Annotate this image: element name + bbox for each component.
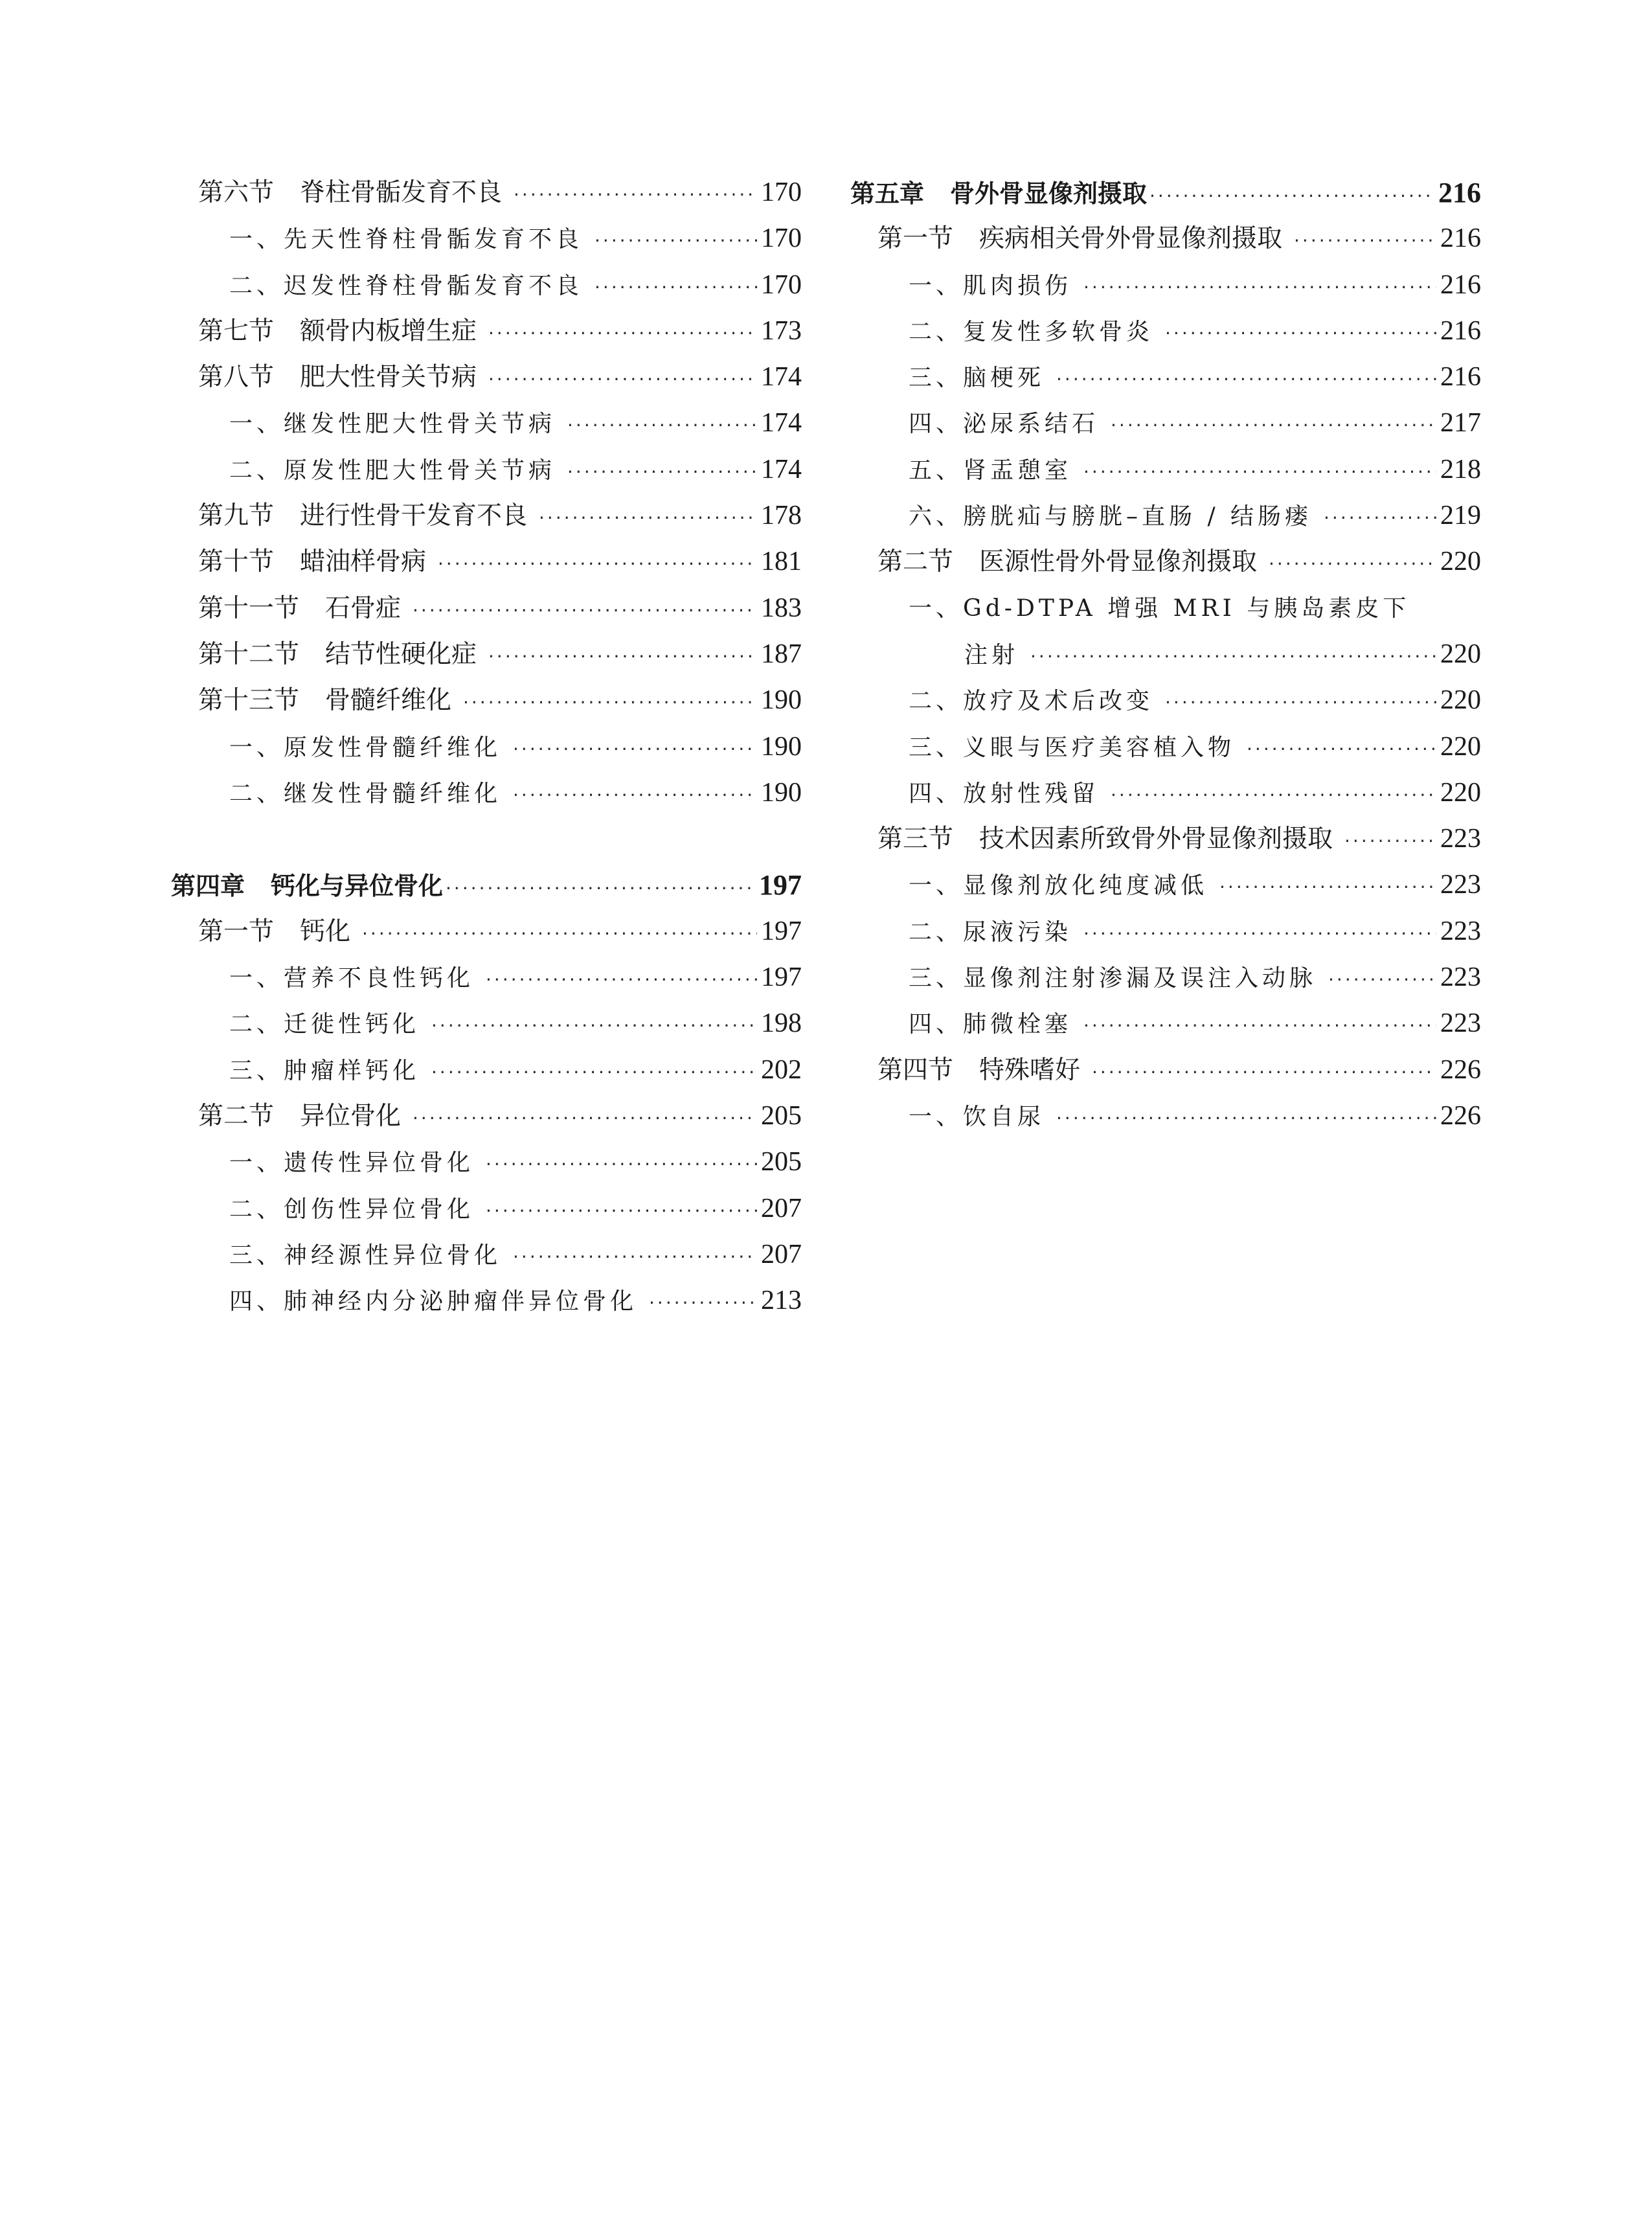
toc-entry-item[interactable]	[850, 447, 1481, 493]
toc-entry-text: 五、肾盂憩室	[909, 457, 1072, 484]
toc-entry-title	[171, 725, 501, 771]
toc-entry-section[interactable]	[850, 216, 1481, 262]
dot-leader	[567, 402, 757, 448]
dot-leader	[486, 1141, 757, 1187]
toc-entry-text: 一、Gd-DTPA 增强 MRI 与胰岛素皮下	[909, 595, 1410, 622]
toc-entry-text: 二、复发性多软骨炎	[909, 318, 1154, 345]
toc-entry-number: 第七节	[198, 316, 275, 346]
toc-entry-item[interactable]	[171, 262, 802, 308]
toc-entry-section[interactable]	[171, 308, 802, 354]
dot-leader	[488, 633, 757, 679]
dot-leader	[1149, 173, 1434, 219]
toc-entry-item[interactable]	[171, 447, 802, 493]
toc-page-number: 170	[761, 177, 802, 207]
toc-entry-title	[171, 909, 350, 955]
dot-leader	[413, 1095, 757, 1141]
dot-leader	[513, 726, 757, 772]
toc-entry-number: 第十三节	[198, 686, 300, 716]
toc-page-number: 223	[1440, 1008, 1481, 1039]
toc-page-number: 220	[1440, 685, 1481, 716]
toc-page-number: 198	[761, 1008, 802, 1039]
toc-page-number: 220	[1440, 547, 1481, 577]
toc-entry-item[interactable]	[171, 1186, 802, 1232]
toc-entry-text: 四、肺微栓塞	[909, 1011, 1072, 1038]
toc-entry-title	[850, 771, 1099, 817]
toc-page-number: 190	[761, 685, 802, 716]
toc-entry-item[interactable]	[850, 262, 1481, 308]
toc-entry-title	[850, 494, 1312, 539]
toc-entry-number: 第十二节	[198, 639, 300, 669]
toc-entry-title	[171, 539, 426, 585]
dot-leader	[1219, 864, 1436, 910]
toc-entry-title	[171, 1278, 637, 1324]
toc-entry-title	[850, 309, 1153, 355]
toc-page-number: 170	[761, 223, 802, 254]
toc-page-number: 218	[1440, 454, 1481, 484]
toc-entry-chapter[interactable]	[171, 862, 802, 908]
toc-entry-title	[171, 1140, 474, 1186]
toc-entry-title	[171, 170, 502, 216]
toc-entry-title	[850, 632, 1019, 678]
toc-page-number: 174	[761, 408, 802, 438]
toc-entry-section[interactable]	[171, 677, 802, 723]
dot-leader	[513, 1234, 757, 1280]
toc-entry-title	[850, 401, 1099, 447]
toc-entry-item[interactable]	[850, 862, 1481, 908]
toc-entry-number: 第四章	[171, 872, 245, 901]
toc-entry-text: 三、肿瘤样钙化	[229, 1057, 420, 1084]
toc-page-number: 174	[761, 362, 802, 392]
toc-entry-number: 第二节	[877, 547, 954, 577]
toc-page-number: 219	[1440, 501, 1481, 531]
toc-page-number: 217	[1440, 408, 1481, 438]
toc-entry-text: 注射	[964, 641, 1019, 668]
toc-page-number: 223	[1440, 870, 1481, 900]
toc-page-number: 216	[1440, 269, 1481, 300]
dot-leader	[413, 587, 757, 633]
dot-leader	[488, 310, 757, 356]
toc-page-number: 223	[1440, 824, 1481, 854]
toc-entry-title	[171, 1048, 420, 1094]
toc-page-number: 216	[1440, 223, 1481, 254]
toc-entry-text: 一、继发性肥大性骨关节病	[229, 411, 556, 438]
dot-leader	[362, 911, 757, 957]
toc-page-number: 174	[761, 454, 802, 484]
toc-entry-text: 肥大性骨关节病	[300, 363, 477, 392]
toc-page-number: 202	[761, 1054, 802, 1085]
toc-page-number: 213	[761, 1286, 802, 1316]
toc-entry-chapter[interactable]	[850, 170, 1481, 216]
toc-entry-text: 二、迁徙性钙化	[229, 1011, 420, 1038]
toc-entry-text: 一、先天性脊柱骨骺发育不良	[229, 226, 583, 253]
toc-entry-title	[171, 1001, 420, 1047]
toc-entry-item[interactable]	[850, 308, 1481, 354]
toc-entry-title	[850, 1047, 1080, 1093]
toc-entry-title	[850, 263, 1072, 309]
toc-entry-title	[850, 678, 1153, 724]
toc-entry-number: 第六节	[198, 178, 275, 207]
dot-leader	[1328, 957, 1436, 1003]
toc-entry-item[interactable]	[171, 770, 802, 816]
toc-entry-item-nodots[interactable]	[850, 585, 1481, 631]
toc-entry-text: 二、迟发性脊柱骨骺发育不良	[229, 272, 583, 299]
toc-entry-text: 疾病相关骨外骨显像剂摄取	[979, 224, 1283, 254]
toc-entry-text: 医源性骨外骨显像剂摄取	[979, 547, 1258, 577]
toc-entry-text: 结节性硬化症	[325, 639, 477, 669]
toc-entry-text: 六、膀胱疝与膀胱–直肠 / 结肠瘘	[909, 503, 1313, 530]
toc-entry-number: 第十节	[198, 547, 275, 577]
toc-entry-item[interactable]	[171, 955, 802, 1001]
toc-entry-title	[850, 816, 1333, 862]
toc-page-number: 170	[761, 269, 802, 300]
toc-entry-item[interactable]	[171, 1047, 802, 1093]
toc-entry-text: 技术因素所致骨外骨显像剂摄取	[979, 824, 1333, 854]
toc-entry-text: 蜡油样骨病	[300, 547, 427, 577]
toc-entry-title	[171, 863, 443, 909]
toc-page-number: 216	[1440, 362, 1481, 392]
toc-entry-section[interactable]	[171, 354, 802, 400]
toc-entry-text: 一、显像剂放化纯度减低	[909, 872, 1208, 900]
toc-entry-section[interactable]	[850, 816, 1481, 862]
toc-entry-number: 第三节	[877, 824, 954, 854]
toc-entry-text: 三、显像剂注射渗漏及误注入动脉	[909, 965, 1317, 992]
toc-entry-title	[850, 355, 1045, 401]
toc-entry-section[interactable]	[171, 585, 802, 631]
toc-entry-title	[850, 539, 1257, 585]
toc-entry-number: 第二节	[198, 1101, 275, 1131]
toc-page-number: 183	[761, 593, 802, 623]
toc-entry-text: 一、肌肉损伤	[909, 272, 1072, 299]
toc-entry-section[interactable]	[171, 631, 802, 677]
toc-entry-title	[171, 308, 477, 354]
toc-entry-title	[850, 171, 1147, 217]
toc-entry-text: 一、原发性骨髓纤维化	[229, 734, 502, 761]
toc-entry-title	[171, 771, 501, 817]
toc-page-number: 181	[761, 547, 802, 577]
toc-entry-section[interactable]	[850, 539, 1481, 585]
toc-entry-text: 一、遗传性异位骨化	[229, 1150, 475, 1177]
toc-entry-title	[850, 448, 1072, 494]
toc-entry-section[interactable]	[171, 1093, 802, 1139]
toc-page-number: 220	[1440, 731, 1481, 762]
toc-entry-title	[171, 216, 583, 262]
toc-entry-text: 特殊嗜好	[979, 1055, 1081, 1085]
toc-page-number: 220	[1440, 639, 1481, 669]
toc-entry-item[interactable]	[850, 1093, 1481, 1139]
toc-entry-number: 第一节	[877, 224, 954, 254]
toc-entry-number: 第四节	[877, 1055, 954, 1085]
toc-entry-title	[171, 448, 556, 494]
dot-leader	[539, 495, 757, 541]
dot-leader	[1344, 818, 1436, 864]
dot-leader	[463, 679, 757, 725]
toc-entry-text: 四、肺神经内分泌肿瘤伴异位骨化	[229, 1288, 638, 1315]
dot-leader	[1083, 1003, 1436, 1049]
toc-entry-text: 脊柱骨骺发育不良	[300, 178, 503, 207]
dot-leader	[488, 356, 757, 402]
toc-page-number: 205	[761, 1100, 802, 1131]
toc-entry-text: 二、继发性骨髓纤维化	[229, 780, 502, 807]
toc-page-number: 226	[1440, 1100, 1481, 1131]
section-gap	[171, 816, 802, 862]
toc-entry-text: 二、原发性肥大性骨关节病	[229, 457, 556, 484]
toc-entry-text: 钙化与异位骨化	[271, 872, 444, 901]
toc-entry-title	[171, 955, 474, 1001]
toc-entry-title	[171, 493, 527, 539]
toc-entry-item[interactable]	[850, 770, 1481, 816]
toc-page-number: 223	[1440, 916, 1481, 946]
toc-page-number: 205	[761, 1147, 802, 1177]
toc-entry-item[interactable]	[850, 493, 1481, 539]
toc-entry-text: 进行性骨干发育不良	[300, 501, 528, 531]
toc-page-number: 190	[761, 777, 802, 808]
toc-page-number: 190	[761, 731, 802, 762]
toc-page-number: 226	[1440, 1054, 1481, 1085]
toc-entry-item[interactable]	[850, 354, 1481, 400]
toc-entry-item[interactable]	[171, 1278, 802, 1324]
toc-entry-text: 四、泌尿系结石	[909, 411, 1100, 438]
dot-leader	[431, 1049, 757, 1095]
dot-leader	[594, 218, 757, 264]
toc-entry-section[interactable]	[850, 1047, 1481, 1093]
toc-entry-section[interactable]	[171, 539, 802, 585]
dot-leader	[486, 957, 757, 1003]
toc-entry-item[interactable]	[171, 400, 802, 446]
dot-leader	[1083, 911, 1436, 957]
dot-leader	[649, 1280, 757, 1326]
toc-entry-item[interactable]	[171, 724, 802, 770]
toc-entry-item[interactable]	[171, 216, 802, 262]
toc-entry-cont[interactable]	[850, 631, 1481, 677]
toc-entry-text: 三、神经源性异位骨化	[229, 1242, 502, 1269]
toc-page-number: 187	[761, 639, 802, 669]
toc-entry-item[interactable]	[171, 1001, 802, 1047]
toc-entry-title	[850, 863, 1208, 909]
toc-entry-item[interactable]	[171, 1139, 802, 1185]
dot-leader	[1030, 633, 1436, 679]
toc-entry-section[interactable]	[171, 909, 802, 955]
toc-right-column	[850, 170, 1481, 1139]
toc-entry-item[interactable]	[850, 677, 1481, 723]
toc-entry-text: 石骨症	[325, 593, 402, 623]
toc-left-column	[171, 170, 802, 1324]
toc-entry-title	[850, 216, 1282, 262]
toc-entry-title	[850, 585, 1410, 631]
dot-leader	[1269, 541, 1436, 587]
toc-page-number: 173	[761, 315, 802, 346]
toc-entry-title	[171, 1232, 501, 1278]
toc-entry-title	[171, 401, 556, 447]
dot-leader	[567, 449, 757, 495]
toc-entry-text: 骨外骨显像剂摄取	[950, 179, 1148, 208]
toc-entry-title	[171, 585, 401, 631]
dot-leader	[1056, 1095, 1436, 1141]
toc-entry-title	[850, 725, 1235, 771]
toc-entry-number: 第一节	[198, 916, 275, 946]
toc-entry-text: 骨髓纤维化	[325, 686, 452, 716]
toc-entry-title	[171, 354, 477, 400]
dot-leader	[514, 172, 757, 218]
toc-page-number: 197	[761, 916, 802, 946]
dot-leader	[1165, 310, 1436, 356]
dot-leader	[1324, 495, 1436, 541]
toc-entry-number: 第十一节	[198, 593, 300, 623]
toc-entry-item[interactable]	[171, 1232, 802, 1278]
dot-leader	[594, 264, 757, 310]
toc-entry-number: 第八节	[198, 363, 275, 392]
toc-entry-text: 额骨内板增生症	[300, 316, 477, 346]
dot-leader	[446, 865, 755, 911]
toc-entry-text: 三、脑梗死	[909, 365, 1045, 392]
toc-page-number: 197	[759, 869, 802, 902]
dot-leader	[1294, 218, 1436, 264]
toc-entry-title	[171, 1187, 474, 1232]
dot-leader	[431, 1003, 757, 1049]
toc-page-number: 207	[761, 1239, 802, 1269]
toc-entry-section[interactable]	[171, 493, 802, 539]
toc-entry-text: 异位骨化	[300, 1101, 402, 1131]
dot-leader	[486, 1188, 757, 1234]
dot-leader	[1111, 402, 1436, 448]
toc-page-number: 220	[1440, 777, 1481, 808]
toc-entry-text: 钙化	[300, 916, 351, 946]
toc-entry-text: 一、营养不良性钙化	[229, 965, 475, 992]
toc-entry-text: 四、放射性残留	[909, 780, 1100, 807]
toc-entry-text: 二、尿液污染	[909, 918, 1072, 946]
toc-entry-item[interactable]	[850, 400, 1481, 446]
toc-entry-item[interactable]	[850, 909, 1481, 955]
toc-entry-section[interactable]	[171, 170, 802, 216]
toc-page-number: 178	[761, 501, 802, 531]
toc-entry-title	[850, 1094, 1045, 1140]
toc-page-number: 216	[1438, 177, 1481, 209]
toc-entry-text: 一、饮自尿	[909, 1103, 1045, 1130]
dot-leader	[1111, 772, 1436, 818]
dot-leader	[1092, 1049, 1436, 1095]
toc-entry-title	[171, 631, 477, 677]
toc-entry-item[interactable]	[850, 955, 1481, 1001]
toc-entry-number: 第五章	[850, 179, 925, 208]
toc-page-number: 223	[1440, 962, 1481, 993]
dot-leader	[438, 541, 757, 587]
toc-page-number: 216	[1440, 315, 1481, 346]
toc-entry-item[interactable]	[850, 1001, 1481, 1047]
toc-entry-text: 三、义眼与医疗美容植入物	[909, 734, 1236, 761]
toc-entry-number: 第九节	[198, 501, 275, 531]
toc-page-number: 197	[761, 962, 802, 993]
toc-entry-title	[171, 677, 451, 723]
dot-leader	[1056, 356, 1436, 402]
dot-leader	[1165, 679, 1436, 725]
toc-entry-title	[850, 909, 1072, 955]
toc-entry-text: 二、创伤性异位骨化	[229, 1196, 475, 1223]
toc-entry-item[interactable]	[850, 724, 1481, 770]
toc-entry-title	[850, 955, 1317, 1001]
dot-leader	[1083, 264, 1436, 310]
toc-entry-title	[850, 1001, 1072, 1047]
dot-leader	[1247, 726, 1436, 772]
toc-entry-title	[171, 1093, 401, 1139]
toc-entry-title	[171, 263, 583, 309]
toc-page-number: 207	[761, 1193, 802, 1223]
toc-entry-text: 二、放疗及术后改变	[909, 688, 1154, 715]
dot-leader	[1083, 449, 1436, 495]
dot-leader	[513, 772, 757, 818]
